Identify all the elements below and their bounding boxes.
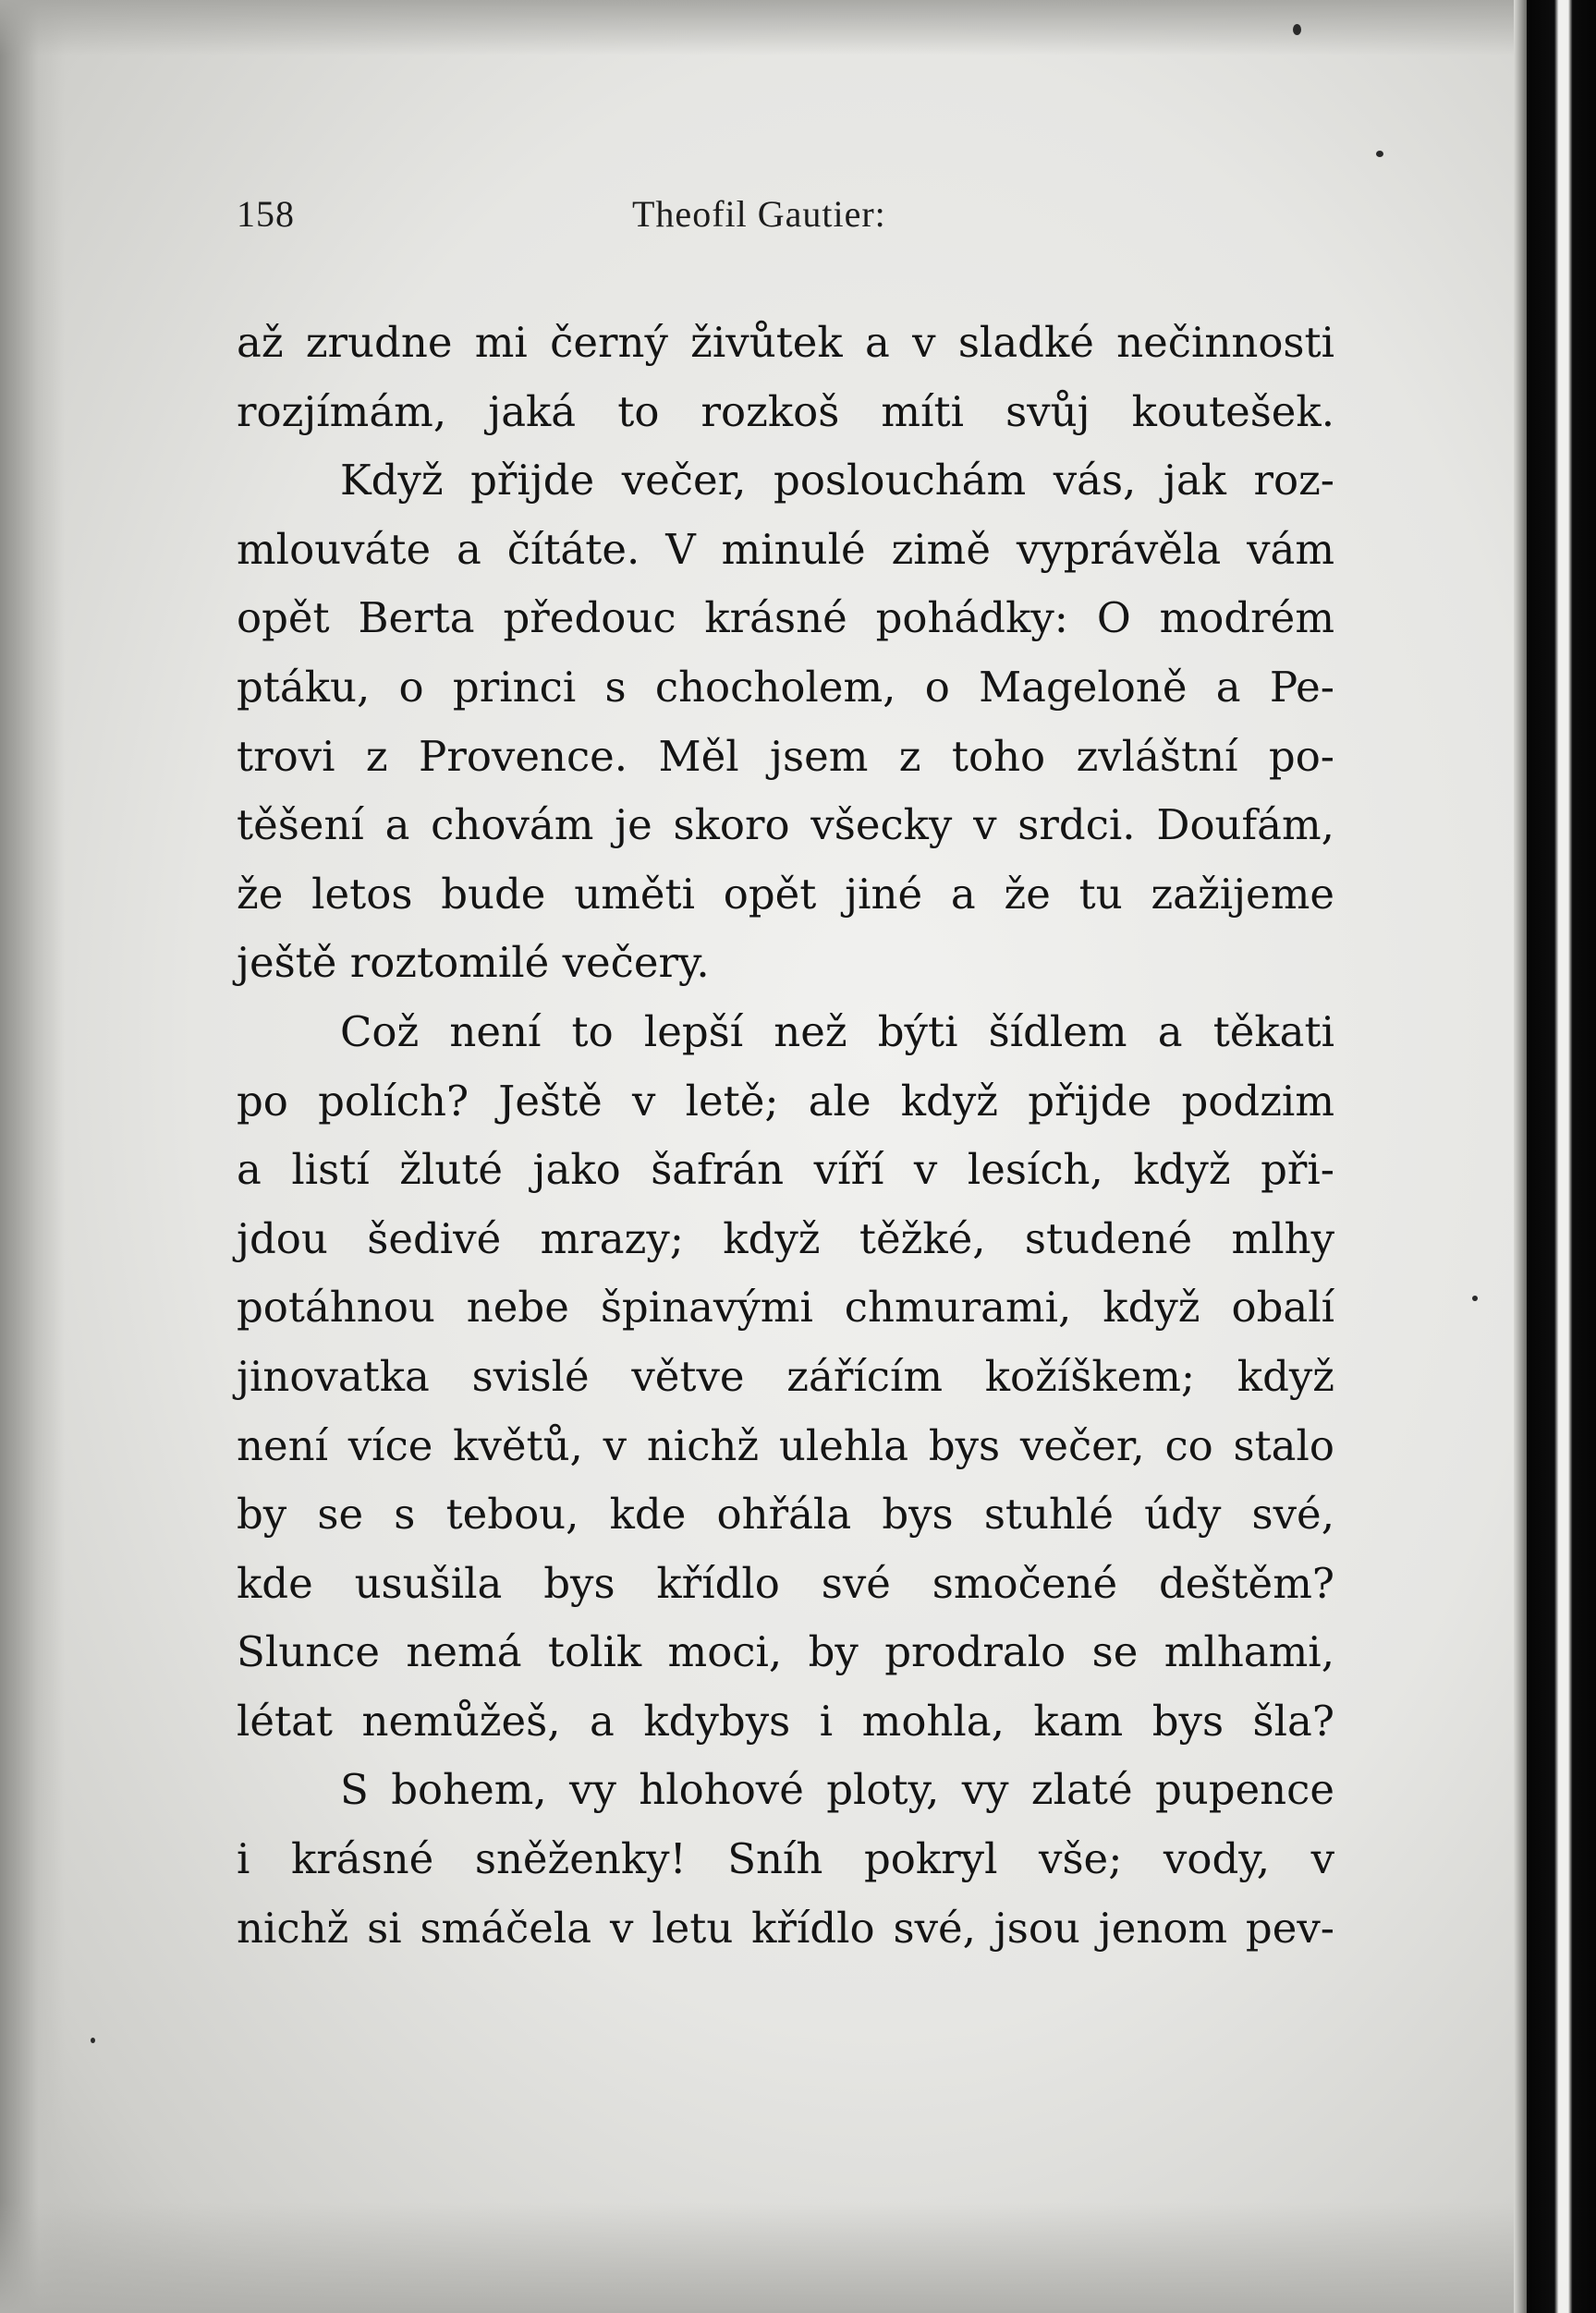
text-line: po polích? Ještě v letě; ale když přijde podzim bbox=[237, 1076, 1334, 1126]
text-line: není více květů, v nichž ulehla bys večer, co stalo bbox=[237, 1420, 1334, 1470]
text-line: S bohem, vy hlohové ploty, vy zlaté pupence bbox=[340, 1765, 1334, 1815]
text-line: a listí žluté jako šafrán víří v lesích, když při- bbox=[237, 1145, 1334, 1195]
book-spine-edge bbox=[1527, 0, 1596, 2313]
ink-speck bbox=[1376, 151, 1383, 157]
text-line: by se s tebou, kde ohřála bys stuhlé údy své, bbox=[237, 1490, 1334, 1540]
text-line: trovi z Provence. Měl jsem z toho zvláštní po- bbox=[237, 731, 1334, 781]
text-line: až zrudne mi černý živůtek a v sladké nečinnosti bbox=[237, 318, 1334, 367]
text-line: i krásné sněženky! Sníh pokryl vše; vody, v bbox=[237, 1834, 1334, 1884]
bottom-margin-shadow bbox=[0, 2202, 1596, 2313]
page-edge bbox=[1514, 0, 1527, 2313]
text-line: ptáku, o princi s chocholem, o Mageloně a Pe- bbox=[237, 662, 1334, 712]
running-title: Theofil Gautier: bbox=[632, 193, 886, 235]
page-header bbox=[237, 192, 1438, 248]
ink-speck bbox=[91, 2038, 95, 2043]
text-line: nichž si smáčela v letu křídlo své, jsou jenom pev- bbox=[237, 1903, 1334, 1953]
text-line: Když přijde večer, poslouchám vás, jak roz- bbox=[340, 456, 1334, 505]
top-margin-shadow bbox=[0, 0, 1596, 55]
text-line: jinovatka svislé větve zářícím kožíškem; když bbox=[237, 1351, 1334, 1401]
text-line: těšení a chovám je skoro všecky v srdci. Doufám, bbox=[237, 800, 1334, 850]
text-line: rozjímám, jaká to rozkoš míti svůj koutešek. bbox=[237, 386, 1334, 436]
ink-speck bbox=[1472, 1296, 1478, 1301]
text-line: Slunce nemá tolik moci, by prodralo se mlhami, bbox=[237, 1627, 1334, 1677]
ink-speck bbox=[1293, 24, 1301, 35]
text-line: opět Berta předouc krásné pohádky: O modrém bbox=[237, 593, 1334, 643]
text-line: ještě roztomilé večery. bbox=[237, 938, 710, 988]
page-number: 158 bbox=[237, 193, 295, 235]
text-line: potáhnou nebe špinavými chmurami, když obalí bbox=[237, 1283, 1334, 1333]
left-margin-shadow bbox=[0, 0, 65, 2313]
text-line: létat nemůžeš, a kdybys i mohla, kam bys šla? bbox=[237, 1696, 1334, 1746]
text-line: mlouváte a čítáte. V minulé zimě vyprávěla vám bbox=[237, 524, 1334, 574]
text-line: jdou šedivé mrazy; když těžké, studené mlhy bbox=[237, 1213, 1334, 1263]
text-line: Což není to lepší než býti šídlem a těkati bbox=[340, 1006, 1334, 1056]
body-text bbox=[237, 309, 1334, 1963]
text-line: kde usušila bys křídlo své smočené deštěm? bbox=[237, 1558, 1334, 1608]
text-line: že letos bude uměti opět jiné a že tu zažijeme bbox=[237, 869, 1334, 919]
